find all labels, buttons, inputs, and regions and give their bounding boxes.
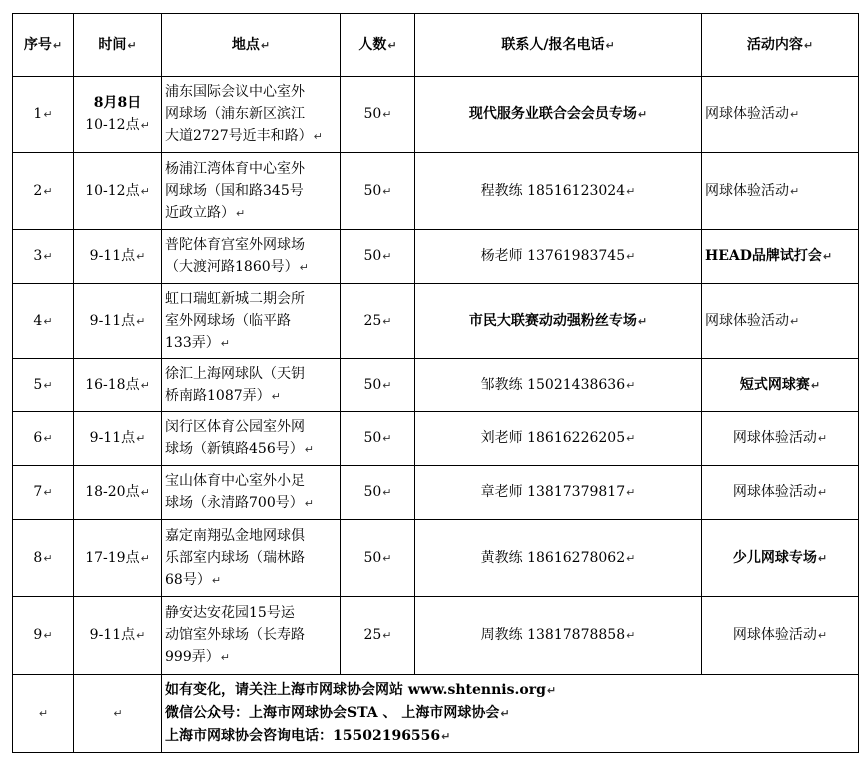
row-seq: 5↵ <box>13 359 74 412</box>
table-row <box>13 597 859 675</box>
header-seq: 序号↵ <box>13 14 74 77</box>
row-count: 50↵ <box>341 77 415 153</box>
footer-note: 如有变化，请关注上海市网球协会网站 www.shtennis.org↵ 微信公众号：上海市网球协会STA 、 上海市网球协会↵ 上海市网球协会咨询电话：15502196556↵ <box>162 675 859 753</box>
row-activity: HEAD品牌试打会↵ <box>702 230 859 284</box>
table-row <box>13 230 859 284</box>
header-location: 地点↵ <box>162 14 341 77</box>
row-contact: 周教练 13817878858↵ <box>415 597 702 675</box>
footer-row <box>13 675 859 753</box>
table-row <box>13 77 859 153</box>
row-seq: 8↵ <box>13 520 74 597</box>
row-count: 50↵ <box>341 230 415 284</box>
row-time: 9-11点↵ <box>74 412 162 466</box>
row-contact: 邹教练 15021438636↵ <box>415 359 702 412</box>
row-contact: 黄教练 18616278062↵ <box>415 520 702 597</box>
table-row <box>13 284 859 359</box>
header-row <box>13 14 859 77</box>
row-location: 杨浦江湾体育中心室外 网球场（国和路345号 近政立路）↵ <box>162 153 341 230</box>
row-time: 9-11点↵ <box>74 230 162 284</box>
footer-wechat-note: 微信公众号：上海市网球协会STA 、 上海市网球协会 <box>165 705 500 721</box>
row-seq: 2↵ <box>13 153 74 230</box>
row-location: 静安达安花园15号运 动馆室外球场（长寿路 999弄）↵ <box>162 597 341 675</box>
row-seq: 1↵ <box>13 77 74 153</box>
row-location: 徐汇上海网球队（天钥 桥南路1087弄）↵ <box>162 359 341 412</box>
header-contact: 联系人/报名电话↵ <box>415 14 702 77</box>
row-location: 嘉定南翔弘金地网球俱 乐部室内球场（瑞林路 68号）↵ <box>162 520 341 597</box>
row-count: 50↵ <box>341 520 415 597</box>
row-activity: 网球体验活动↵ <box>702 412 859 466</box>
row-location: 闵行区体育公园室外网 球场（新镇路456号）↵ <box>162 412 341 466</box>
row-activity: 网球体验活动↵ <box>702 597 859 675</box>
footer-empty-seq: ↵ <box>13 675 74 753</box>
table-row <box>13 359 859 412</box>
row-contact: 市民大联赛动动强粉丝专场↵ <box>415 284 702 359</box>
header-time: 时间↵ <box>74 14 162 77</box>
row-contact: 章老师 13817379817↵ <box>415 466 702 520</box>
table-row <box>13 466 859 520</box>
row-contact: 现代服务业联合会会员专场↵ <box>415 77 702 153</box>
row-activity: 网球体验活动↵ <box>702 466 859 520</box>
row-time: 10-12点↵ <box>74 153 162 230</box>
row-contact: 刘老师 18616226205↵ <box>415 412 702 466</box>
row-seq: 7↵ <box>13 466 74 520</box>
row-contact: 程教练 18516123024↵ <box>415 153 702 230</box>
row-activity: 网球体验活动↵ <box>702 77 859 153</box>
footer-website-note: 如有变化，请关注上海市网球协会网站 www.shtennis.org <box>165 682 546 698</box>
row-activity: 网球体验活动↵ <box>702 153 859 230</box>
row-activity: 少儿网球专场↵ <box>702 520 859 597</box>
row-count: 50↵ <box>341 359 415 412</box>
header-activity: 活动内容↵ <box>702 14 859 77</box>
row-date: 8月8日 <box>93 95 142 111</box>
row-location: 宝山体育中心室外小足 球场（永清路700号）↵ <box>162 466 341 520</box>
row-contact: 杨老师 13761983745↵ <box>415 230 702 284</box>
table-row <box>13 153 859 230</box>
row-time: 9-11点↵ <box>74 597 162 675</box>
row-time: 16-18点↵ <box>74 359 162 412</box>
footer-empty-time: ↵ <box>74 675 162 753</box>
row-time: 18-20点↵ <box>74 466 162 520</box>
row-seq: 6↵ <box>13 412 74 466</box>
row-time: 9-11点↵ <box>74 284 162 359</box>
row-count: 50↵ <box>341 466 415 520</box>
row-count: 25↵ <box>341 284 415 359</box>
footer-phone-note: 上海市网球协会咨询电话：15502196556 <box>165 728 441 744</box>
row-seq: 4↵ <box>13 284 74 359</box>
header-count: 人数↵ <box>341 14 415 77</box>
row-location: 普陀体育宫室外网球场 （大渡河路1860号）↵ <box>162 230 341 284</box>
row-seq: 9↵ <box>13 597 74 675</box>
row-location: 虹口瑞虹新城二期会所 室外网球场（临平路 133弄）↵ <box>162 284 341 359</box>
row-location: 浦东国际会议中心室外 网球场（浦东新区滨江 大道2727号近丰和路）↵ <box>162 77 341 153</box>
row-count: 25↵ <box>341 597 415 675</box>
row-time: 8月8日 10-12点↵ <box>74 77 162 153</box>
row-activity: 短式网球赛↵ <box>702 359 859 412</box>
row-seq: 3↵ <box>13 230 74 284</box>
row-count: 50↵ <box>341 153 415 230</box>
table-row <box>13 520 859 597</box>
row-count: 50↵ <box>341 412 415 466</box>
row-time: 17-19点↵ <box>74 520 162 597</box>
row-activity: 网球体验活动↵ <box>702 284 859 359</box>
activity-schedule-table <box>12 13 859 753</box>
table-row <box>13 412 859 466</box>
